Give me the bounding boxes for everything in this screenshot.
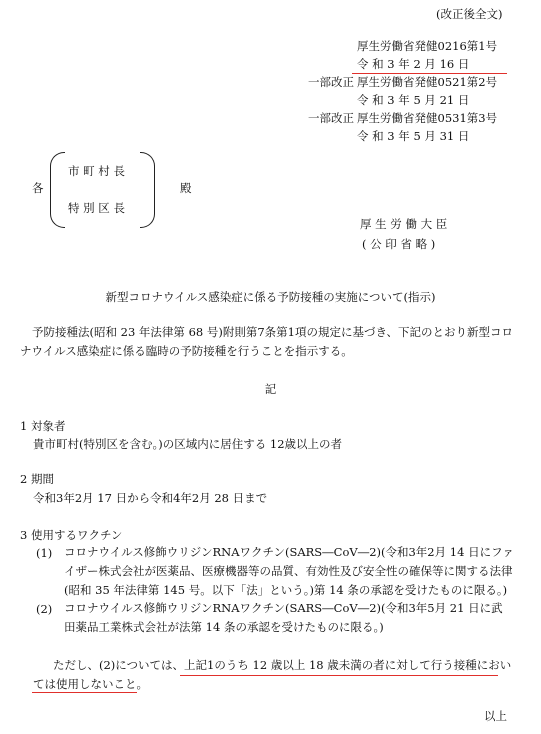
section-3-heading: 3 使用するワクチン: [20, 528, 123, 542]
addressee-prefix: 各: [32, 181, 44, 195]
notice-2-prefix: 一部改正: [308, 75, 354, 89]
notice-2-date: 令 和 3 年 5 月 21 日: [357, 93, 470, 107]
notice-2-number: 厚生労働省発健0521第2号: [357, 75, 498, 89]
vaccine-item-2-label: (2): [36, 602, 53, 616]
notice-3-prefix: 一部改正: [308, 111, 354, 125]
sender-name: 厚 生 労 働 大 臣: [360, 217, 448, 231]
vaccine-item-2-text: コロナウイルス修飾ウリジンRNAワクチン(SARS―CoV―2)(令和3年5月 21 日に武田薬品工業株式会社が法第 14 条の承認を受けたものに限る。): [64, 601, 503, 634]
section-1-body: 貴市町村(特別区を含む。)の区域内に居住する 12歳以上の者: [33, 437, 343, 451]
section-1-heading: 1 対象者: [20, 419, 66, 433]
section-2-heading: 2 期間: [20, 472, 54, 486]
closing: 以上: [484, 709, 507, 723]
note-underline-2: [32, 692, 137, 693]
notice-1-date: 令 和 3 年 2 月 16 日: [357, 57, 470, 71]
ki-heading: 記: [264, 382, 277, 396]
notice-1-number: 厚生労働省発健0216第1号: [357, 39, 498, 53]
revision-note: (改正後全文): [436, 7, 503, 21]
addressee-suffix: 殿: [180, 181, 192, 195]
vaccine-item-1-label: (1): [36, 546, 53, 560]
left-brace: [50, 152, 65, 228]
vaccine-item-1-text: コロナウイルス修飾ウリジンRNAワクチン(SARS―CoV―2)(令和3年2月 14 日にファイザー株式会社が医薬品、医療機器等の品質、有効性及び安全性の確保等に関する法律(昭和 35 年法律第 145 号。以下「法」という。)第 14 条の承認を受けたものに限る。): [64, 545, 514, 597]
notice-3-number: 厚生労働省発健0531第3号: [357, 111, 498, 125]
section-2-body: 令和3年2月 17 日から令和4年2月 28 日まで: [33, 491, 268, 505]
date-underline: [352, 73, 507, 74]
addressee-line-2: 特 別 区 長: [68, 201, 125, 215]
right-brace: [140, 152, 155, 228]
notice-3-date: 令 和 3 年 5 月 31 日: [357, 129, 470, 143]
intro-paragraph: 予防接種法(昭和 23 年法律第 68 号)附則第7条第1項の規定に基づき、下記のとおり新型コロナウイルス感染症に係る臨時の予防接種を行うことを指示する。: [20, 325, 514, 358]
sender-seal: ( 公 印 省 略 ): [362, 237, 436, 251]
addressee-line-1: 市 町 村 長: [68, 164, 125, 178]
note-paragraph: ただし、(2)については、上記1のうち 12 歳以上 18 歳未満の者に対して行う接種においては使用しないこと。: [33, 658, 512, 691]
document-title: 新型コロナウイルス感染症に係る予防接種の実施について(指示): [105, 290, 436, 304]
note-underline-1: [180, 675, 498, 676]
